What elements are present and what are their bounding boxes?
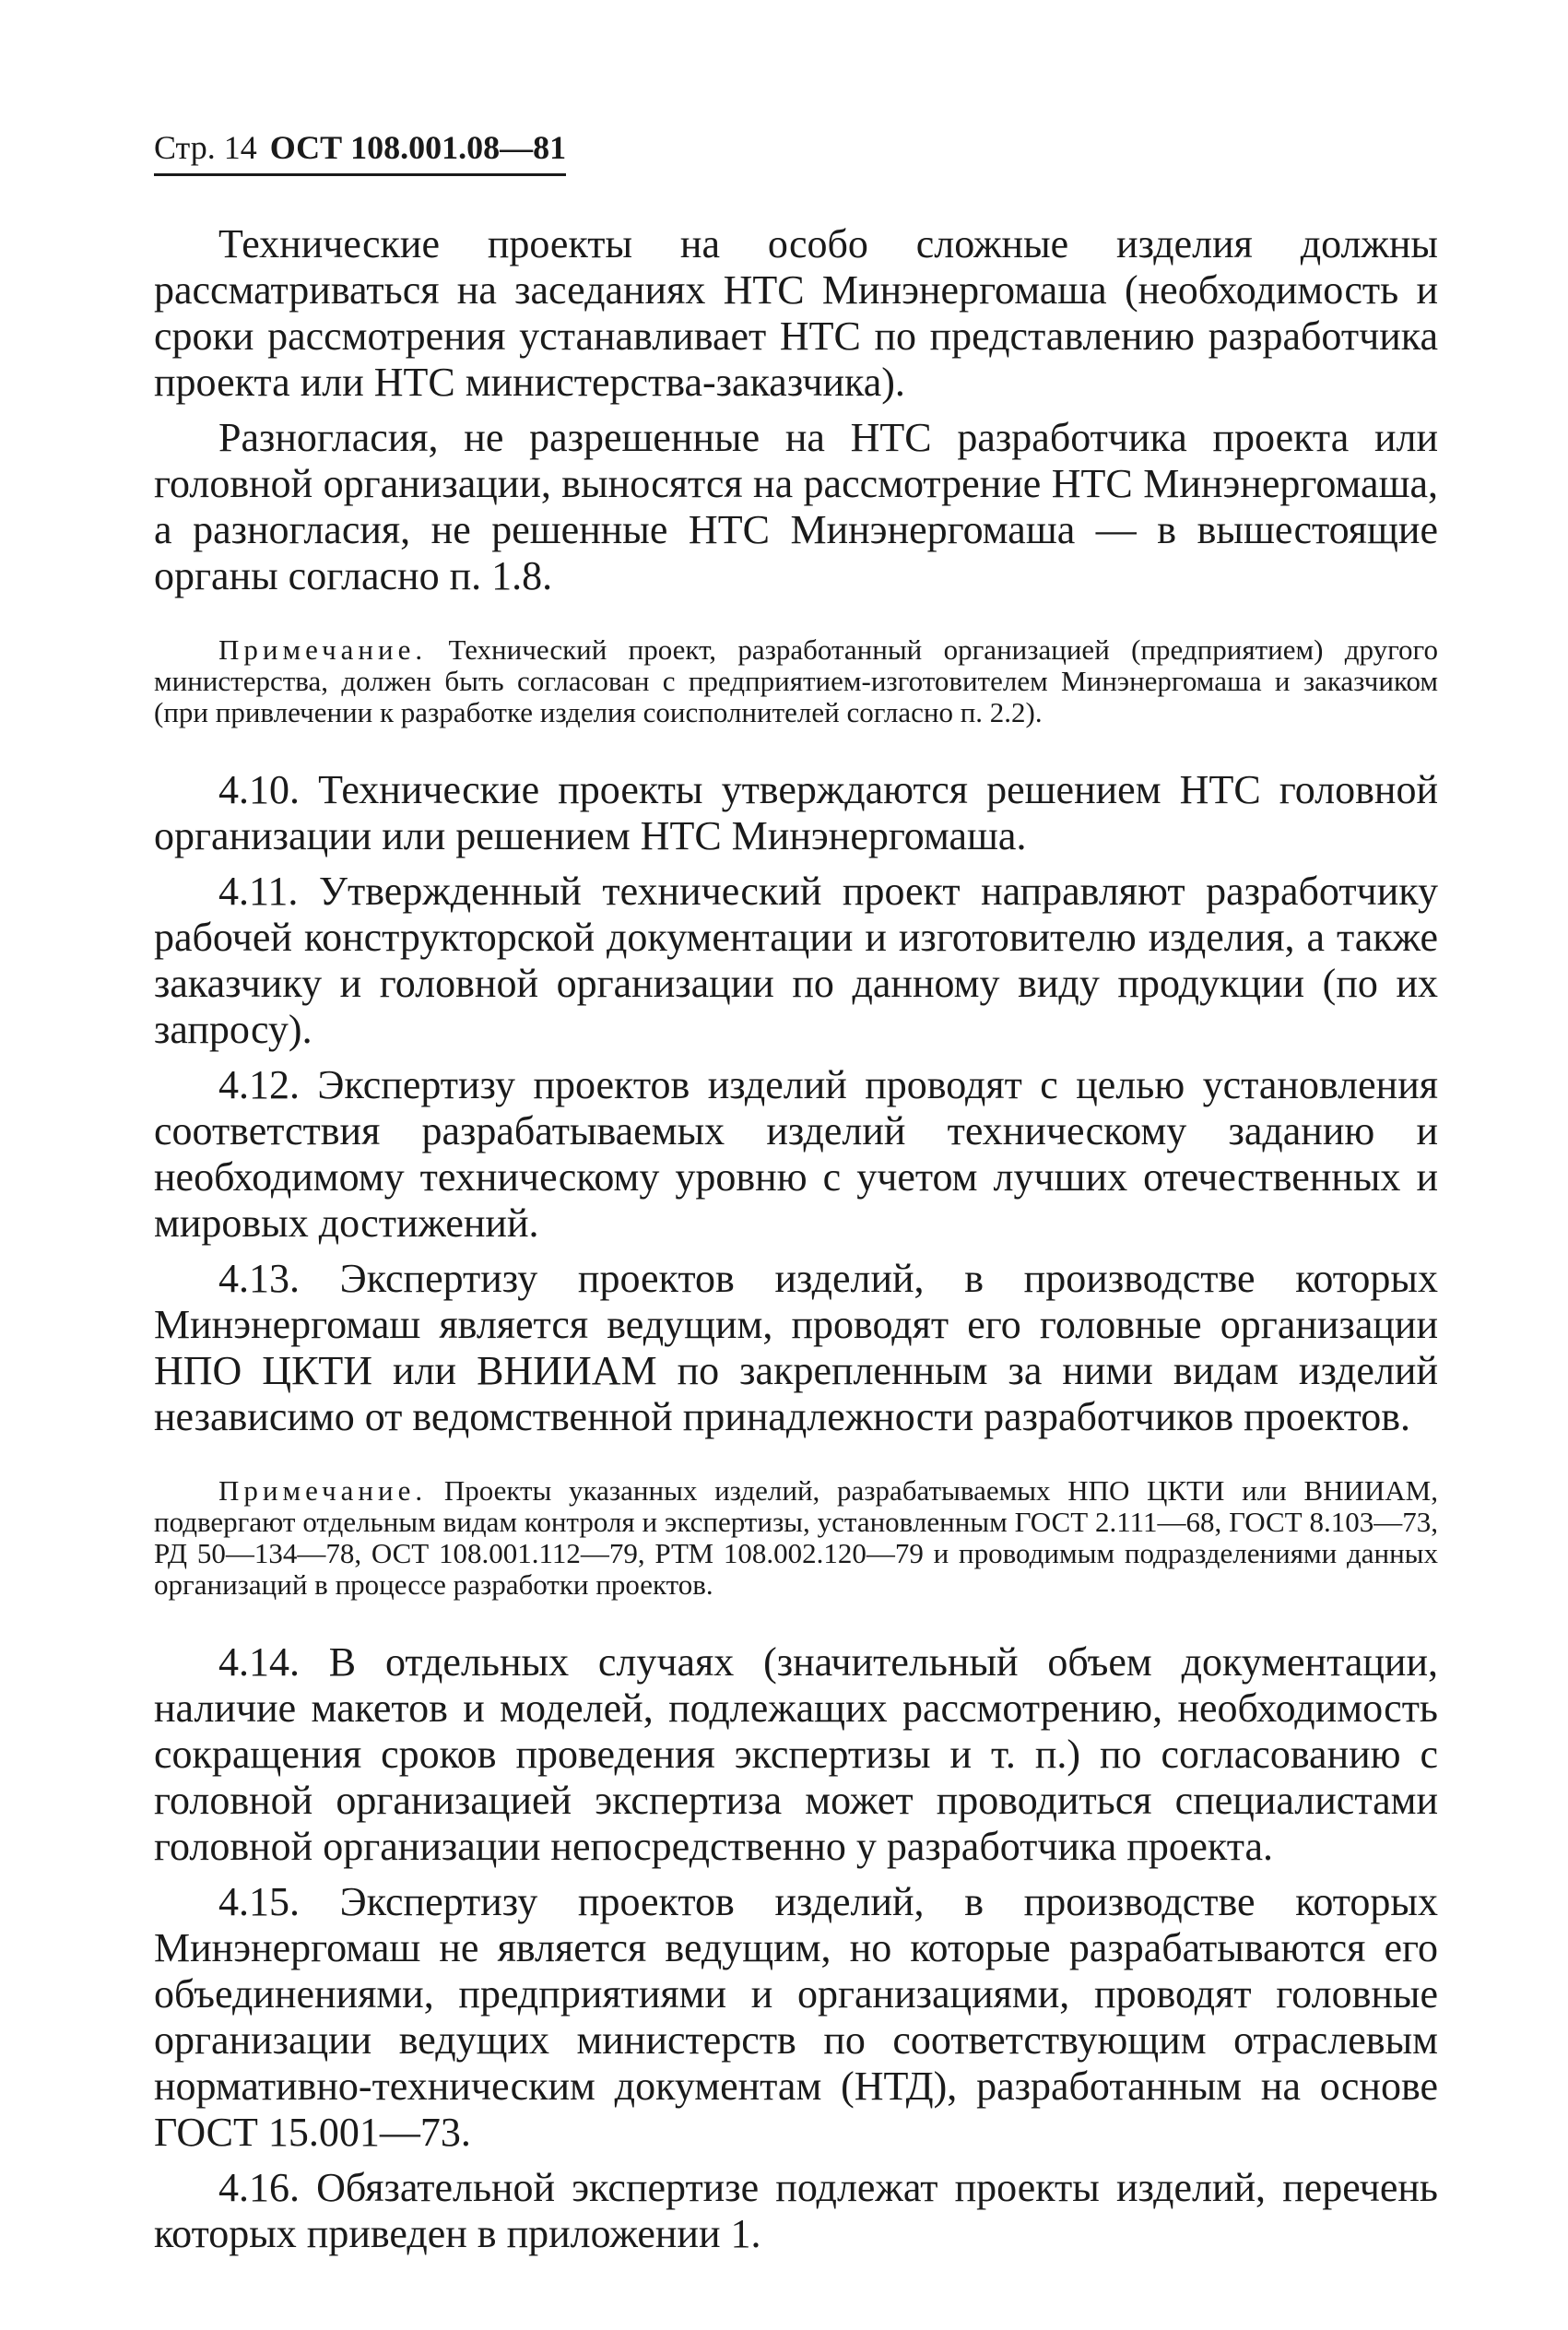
note-1-label: Примечание. [218, 633, 428, 666]
page-header [154, 127, 566, 176]
clause-4-14: 4.14. В отдельных случаях (значительный объем документации, наличие макетов и моделей, подлежащих рассмотрению, необходимость сокращения сроков проведения экспертизы и т. п.) по согласованию с головной организацией экспертиза может проводиться специалистами головной организации непосредственно у разработчика проекта. [154, 1639, 1438, 1869]
page-number-label: Стр. 14 [154, 129, 257, 166]
body-text [154, 221, 1438, 2266]
clause-4-11: 4.11. Утвержденный технический проект направляют разработчику рабочей конструкторской документации и изготовителю изделия, а также заказчику и головной организации по данному виду продукции (по их запросу). [154, 869, 1438, 1052]
document-code: ОСТ 108.001.08—81 [269, 129, 567, 166]
clause-4-16: 4.16. Обязательной экспертизе подлежат проекты изделий, перечень которых приведен в приложении 1. [154, 2165, 1438, 2256]
note-1-text: Технический проект, разработанный организацией (предприятием) другого министерства, должен быть согласован с предприятием-изготовителем Минэнергомаша и заказчиком (при привлечении к разработке изделия соисполнителей согласно п. 2.2). [154, 633, 1438, 728]
paragraph-technical-projects: Технические проекты на особо сложные изделия должны рассматриваться на заседаниях НТС Минэнергомаша (необходимость и сроки рассмотрения устанавливает НТС по представлению разработчика проекта или НТС министерства-заказчика). [154, 221, 1438, 405]
note-2 [154, 1475, 1438, 1601]
note-2-text: Проекты указанных изделий, разрабатываемых НПО ЦКТИ или ВНИИАМ, подвергают отдельным видам контроля и экспертизы, установленным ГОСТ 2.111—68, ГОСТ 8.103—73, РД 50—134—78, ОСТ 108.001.112—79, РТМ 108.002.120—79 и проводимым подразделениями данных организаций в процессе разработки проектов. [154, 1474, 1438, 1601]
note-2-label: Примечание. [218, 1474, 428, 1507]
clause-4-10: 4.10. Технические проекты утверждаются решением НТС головной организации или решением НТС Минэнергомаша. [154, 767, 1438, 858]
clause-4-15: 4.15. Экспертизу проектов изделий, в производстве которых Минэнергомаш не является ведущим, но которые разрабатываются его объединениями, предприятиями и организациями, проводят головные организации ведущих министерств по соответствующим отраслевым нормативно-техническим документам (НТД), разработанным на основе ГОСТ 15.001—73. [154, 1879, 1438, 2155]
clause-4-12: 4.12. Экспертизу проектов изделий проводят с целью установления соответствия разрабатываемых изделий техническому заданию и необходимому техническому уровню с учетом лучших отечественных и мировых достижений. [154, 1062, 1438, 1246]
clause-4-13: 4.13. Экспертизу проектов изделий, в производстве которых Минэнергомаш является ведущим, проводят его головные организации НПО ЦКТИ или ВНИИАМ по закрепленным за ними видам изделий независимо от ведомственной принадлежности разработчиков проектов. [154, 1256, 1438, 1439]
paragraph-disagreements: Разногласия, не разрешенные на НТС разработчика проекта или головной организации, выносятся на рассмотрение НТС Минэнергомаша, а разногласия, не решенные НТС Минэнергомаша — в вышестоящие органы согласно п. 1.8. [154, 415, 1438, 598]
note-1 [154, 634, 1438, 728]
